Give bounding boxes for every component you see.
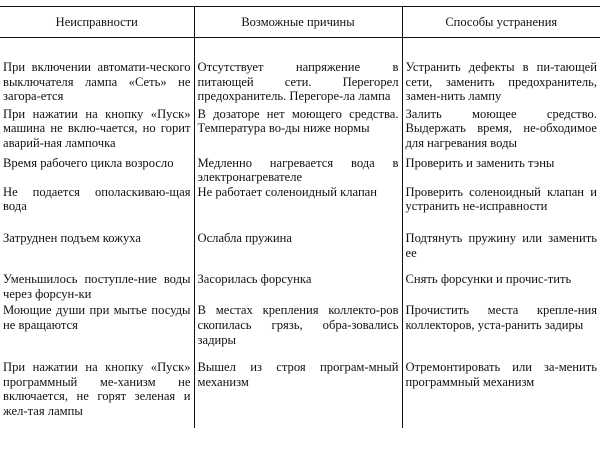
- cause-cell: Отсутствует напряжение в питающей сети. Перегорел предохранитель. Перегоре-ла лампа: [194, 38, 402, 104]
- cause-cell: Ослабла пружина: [194, 214, 402, 260]
- header-faults: Неисправности: [0, 7, 194, 38]
- table-row: [0, 301, 600, 347]
- cause-cell: Медленно нагревается вода в электронагревателе: [194, 151, 402, 185]
- remedy-cell: Проверить и заменить тэны: [402, 151, 600, 185]
- remedy-cell: Снять форсунки и прочис-тить: [402, 260, 600, 301]
- table-header: [0, 7, 600, 38]
- header-row: [0, 7, 600, 38]
- table-row: [0, 185, 600, 214]
- cause-cell: В местах крепления коллекто-ров скопилась грязь, обра-зовались задиры: [194, 301, 402, 347]
- fault-cell: При нажатии на кнопку «Пуск» программный ме-ханизм не включается, не горят зеленая и жел-тая лампы: [3, 360, 191, 418]
- remedy-cell: Прочистить места крепле-ния коллекторов, уста-ранить задиры: [402, 301, 600, 347]
- remedy-cell: Проверить соленоидный клапан и устранить не-исправности: [402, 185, 600, 214]
- remedy-cell: Залить моющее средство. Выдержать время, не-обходимое для нагревания воды: [402, 104, 600, 151]
- remedy-cell: Отремонтировать или за-менить программный механизм: [402, 347, 600, 428]
- table-row: [0, 151, 600, 185]
- table-row: [0, 347, 600, 428]
- table-row: [0, 104, 600, 151]
- table-row: [0, 214, 600, 260]
- fault-cell: Не подается ополаскиваю-щая вода: [3, 184, 191, 214]
- fault-cell: При включении автомати-ческого выключателя лампа «Сеть» не загора-ется: [3, 60, 191, 104]
- header-remedies: Способы устранения: [402, 7, 600, 38]
- cause-cell: Вышел из строя програм-мный механизм: [194, 347, 402, 428]
- header-causes: Возможные причины: [194, 7, 402, 38]
- cause-cell: В дозаторе нет моющего средства. Температура во-ды ниже нормы: [194, 104, 402, 151]
- remedy-cell: Подтянуть пружину или заменить ее: [402, 214, 600, 260]
- cause-cell: Засорилась форсунка: [194, 260, 402, 301]
- troubleshooting-table: [0, 6, 600, 428]
- table-body: [0, 38, 600, 429]
- remedy-cell: Устранить дефекты в пи-тающей сети, заменить предохранитель, замен-нить лампу: [402, 38, 600, 104]
- fault-cell: Моющие души при мытье посуды не вращаются: [3, 303, 191, 332]
- fault-cell: При нажатии на кнопку «Пуск» машина не вклю-чается, но горит аварий-ная лампочка: [3, 106, 191, 150]
- table-row: [0, 260, 600, 301]
- table-row: [0, 38, 600, 104]
- cause-cell: Не работает соленоидный клапан: [194, 185, 402, 214]
- fault-cell: Время рабочего цикла возросло: [3, 155, 174, 170]
- fault-cell: Затруднен подъем кожуха: [3, 230, 141, 245]
- fault-cell: Уменьшилось поступле-ние воды через форсун-ки: [3, 272, 191, 301]
